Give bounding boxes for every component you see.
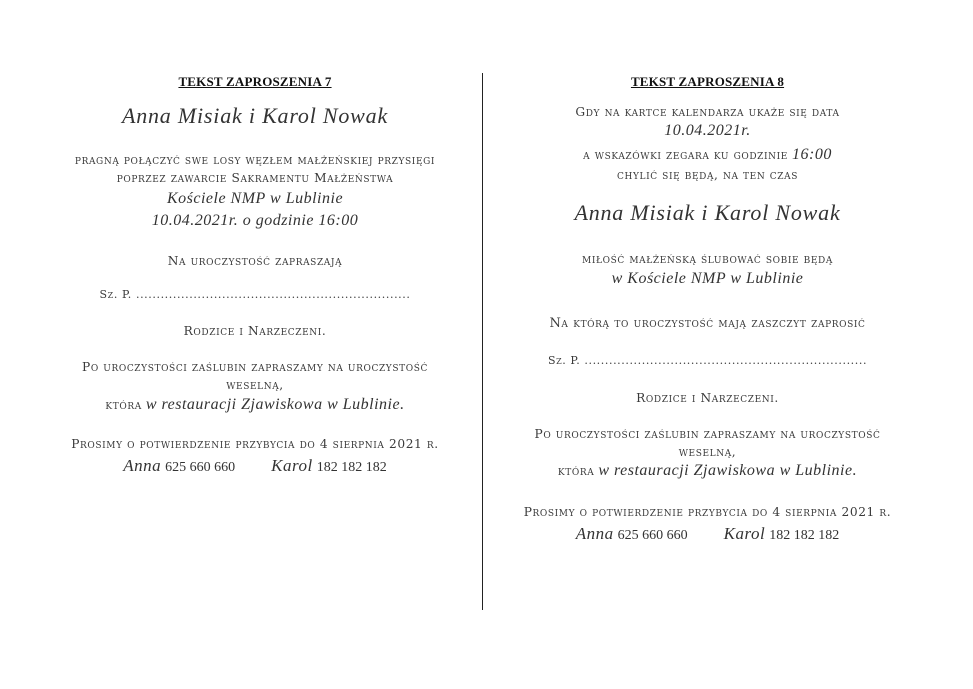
contact-line — [40, 456, 470, 476]
invitation-heading: TEKST ZAPROSZENIA 7 — [178, 74, 332, 89]
intro-line-2-text: a wskazówki zegara ku godzinie — [583, 148, 788, 162]
contact-2-phone: 182 182 182 — [769, 528, 840, 543]
reception-line-2: weselną, — [678, 445, 737, 459]
intro-line-1: pragną połączyć swe losy węzłem małżeńskiej przysięgi — [74, 153, 436, 167]
vow-line: miłość małżeńską ślubować sobie będą — [582, 252, 833, 266]
invitation-heading: TEKST ZAPROSZENIA 8 — [630, 74, 785, 89]
rsvp-line: Prosimy o potwierdzenie przybycia do 4 sierpnia 2021 r. — [71, 437, 439, 451]
invite-line: Na uroczystość zapraszają — [167, 254, 343, 268]
rsvp-line: Prosimy o potwierdzenie przybycia do 4 sierpnia 2021 r. — [523, 505, 892, 519]
contact-1-phone: 625 660 660 — [617, 528, 688, 543]
contact-1-name: Anna — [575, 524, 614, 543]
contact-2-name: Karol — [271, 456, 313, 475]
guest-line: Sz. P. ................................................................... — [99, 288, 411, 301]
ceremony-place: w Kościele NMP w Lublinie — [611, 270, 804, 287]
reception-venue: w restauracji Zjawiskowa w Lublinie. — [145, 396, 405, 413]
ceremony-place: Kościele NMP w Lublinie — [166, 190, 344, 207]
ceremony-date: 10.04.2021r. — [664, 122, 751, 139]
intro-line-1: Gdy na kartce kalendarza ukaże się data — [575, 105, 840, 119]
reception-line-3 — [500, 462, 915, 480]
reception-prefix: która — [557, 464, 595, 478]
ceremony-date: 10.04.2021r. o godzinie 16:00 — [151, 212, 359, 229]
ceremony-time: 16:00 — [791, 146, 832, 163]
intro-line-2: poprzez zawarcie Sakramentu Małżeństwa — [116, 171, 394, 185]
contact-line — [500, 524, 915, 544]
intro-line-3: chylić się będą, na ten czas — [617, 168, 798, 182]
guest-line: Sz. P. ..................................................................... — [547, 354, 868, 367]
contact-2-name: Karol — [723, 524, 766, 543]
intro-line-2 — [500, 146, 915, 164]
reception-line-1: Po uroczystości zaślubin zapraszamy na uroczystość — [534, 427, 881, 441]
reception-line-2: weselną, — [226, 378, 284, 392]
couple-names: Anna Misiak i Karol Nowak — [574, 200, 841, 225]
contact-2-phone: 182 182 182 — [316, 460, 387, 475]
contact-1-phone: 625 660 660 — [165, 460, 236, 475]
reception-prefix: która — [105, 398, 142, 412]
signature: Rodzice i Narzeczeni. — [636, 391, 779, 405]
reception-line-3 — [40, 396, 470, 414]
reception-line-1: Po uroczystości zaślubin zapraszamy na uroczystość — [82, 360, 428, 374]
reception-venue: w restauracji Zjawiskowa w Lublinie. — [598, 462, 858, 479]
couple-names: Anna Misiak i Karol Nowak — [121, 103, 389, 128]
signature: Rodzice i Narzeczeni. — [183, 324, 327, 338]
column-divider — [482, 73, 483, 610]
invite-line: Na którą to uroczystość mają zaszczyt zaprosić — [549, 316, 866, 331]
contact-1-name: Anna — [123, 456, 162, 475]
